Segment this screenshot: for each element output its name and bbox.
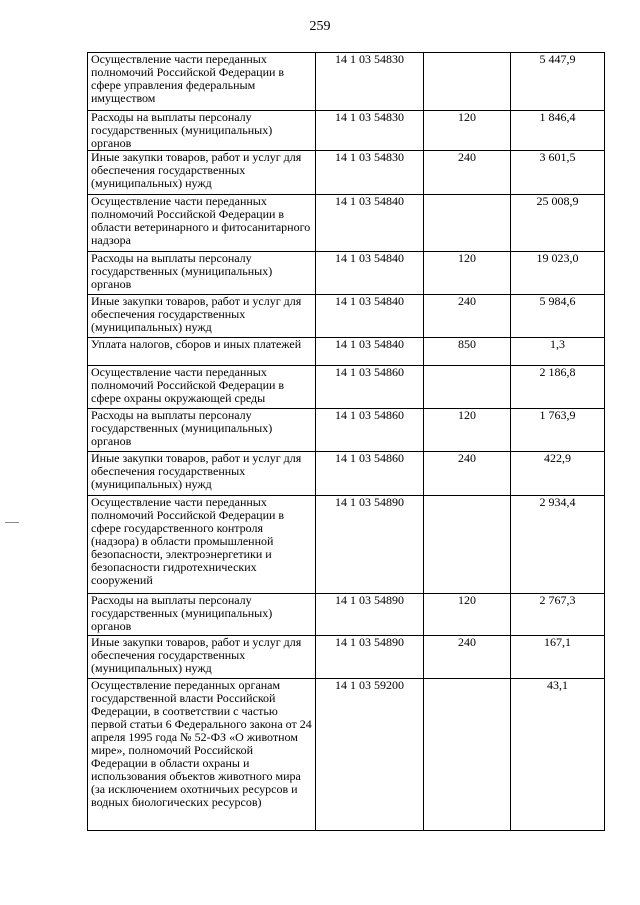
row-code: 14 1 03 54840 (316, 195, 424, 252)
row-code: 14 1 03 54840 (316, 252, 424, 295)
row-description: Расходы на выплаты персоналу государственных (муниципальных) органов (88, 111, 316, 151)
row-expense-type: 850 (424, 338, 511, 366)
row-code: 14 1 03 54840 (316, 338, 424, 366)
row-description: Уплата налогов, сборов и иных платежей (88, 338, 316, 366)
row-description: Расходы на выплаты персоналу государственных (муниципальных) органов (88, 252, 316, 295)
margin-mark (5, 522, 19, 523)
row-description: Осуществление части переданных полномочий Российской Федерации в сфере управления федеральным имуществом (88, 53, 316, 111)
row-code: 14 1 03 54890 (316, 594, 424, 636)
row-amount: 5 447,9 (511, 53, 605, 111)
row-amount: 1 846,4 (511, 111, 605, 151)
table-row (88, 452, 605, 496)
row-expense-type: 120 (424, 252, 511, 295)
row-amount: 43,1 (511, 679, 605, 831)
row-code: 14 1 03 54830 (316, 111, 424, 151)
row-description: Осуществление части переданных полномочий Российской Федерации в сфере охраны окружающей среды (88, 366, 316, 409)
row-amount: 2 934,4 (511, 496, 605, 594)
table-row (88, 594, 605, 636)
row-description: Иные закупки товаров, работ и услуг для обеспечения государственных (муниципальных) нужд (88, 636, 316, 679)
table-row (88, 679, 605, 831)
table-row (88, 366, 605, 409)
table-row (88, 111, 605, 151)
row-description: Расходы на выплаты персоналу государственных (муниципальных) органов (88, 409, 316, 452)
table-row (88, 252, 605, 295)
row-expense-type: 120 (424, 111, 511, 151)
row-expense-type: 120 (424, 409, 511, 452)
table-row (88, 338, 605, 366)
row-expense-type: 240 (424, 295, 511, 338)
row-amount: 5 984,6 (511, 295, 605, 338)
row-description: Расходы на выплаты персоналу государственных (муниципальных) органов (88, 594, 316, 636)
row-code: 14 1 03 54840 (316, 295, 424, 338)
page-number: 259 (309, 19, 331, 34)
row-amount: 1 763,9 (511, 409, 605, 452)
row-code: 14 1 03 54890 (316, 496, 424, 594)
row-expense-type: 240 (424, 452, 511, 496)
row-description: Иные закупки товаров, работ и услуг для обеспечения государственных (муниципальных) нужд (88, 295, 316, 338)
row-description: Осуществление части переданных полномочий Российской Федерации в сфере государственного контроля (надзора) в области промышленной безопасности, электроэнергетики и безопасности гидротехнических сооружений (88, 496, 316, 594)
row-expense-type: 240 (424, 636, 511, 679)
row-expense-type (424, 195, 511, 252)
row-code: 14 1 03 54830 (316, 151, 424, 195)
table-row (88, 496, 605, 594)
row-description: Осуществление переданных органам государственной власти Российской Федерации, в соответствии с частью первой статьи 6 Федерального закона от 24 апреля 1995 года № 52-ФЗ «О животном мире», полномочий Российской Федерации в области охраны и использования объектов животного мира (за исключением охотничьих ресурсов и водных биологических ресурсов) (88, 679, 316, 831)
table-row (88, 151, 605, 195)
row-description: Иные закупки товаров, работ и услуг для обеспечения государственных (муниципальных) нужд (88, 151, 316, 195)
table-row (88, 295, 605, 338)
row-amount: 25 008,9 (511, 195, 605, 252)
row-code: 14 1 03 54830 (316, 53, 424, 111)
row-expense-type (424, 496, 511, 594)
table-row (88, 53, 605, 111)
budget-table (87, 52, 605, 831)
table-row (88, 195, 605, 252)
row-amount: 3 601,5 (511, 151, 605, 195)
table-row (88, 409, 605, 452)
row-expense-type: 120 (424, 594, 511, 636)
row-code: 14 1 03 59200 (316, 679, 424, 831)
row-code: 14 1 03 54860 (316, 409, 424, 452)
row-expense-type (424, 53, 511, 111)
row-expense-type (424, 366, 511, 409)
row-amount: 1,3 (511, 338, 605, 366)
row-description: Иные закупки товаров, работ и услуг для обеспечения государственных (муниципальных) нужд (88, 452, 316, 496)
row-description: Осуществление части переданных полномочий Российской Федерации в области ветеринарного и фитосанитарного надзора (88, 195, 316, 252)
budget-table-body (88, 53, 605, 831)
row-code: 14 1 03 54860 (316, 452, 424, 496)
row-amount: 2 186,8 (511, 366, 605, 409)
row-amount: 167,1 (511, 636, 605, 679)
row-amount: 422,9 (511, 452, 605, 496)
row-amount: 19 023,0 (511, 252, 605, 295)
row-amount: 2 767,3 (511, 594, 605, 636)
row-expense-type: 240 (424, 151, 511, 195)
table-row (88, 636, 605, 679)
row-code: 14 1 03 54860 (316, 366, 424, 409)
row-expense-type (424, 679, 511, 831)
row-code: 14 1 03 54890 (316, 636, 424, 679)
